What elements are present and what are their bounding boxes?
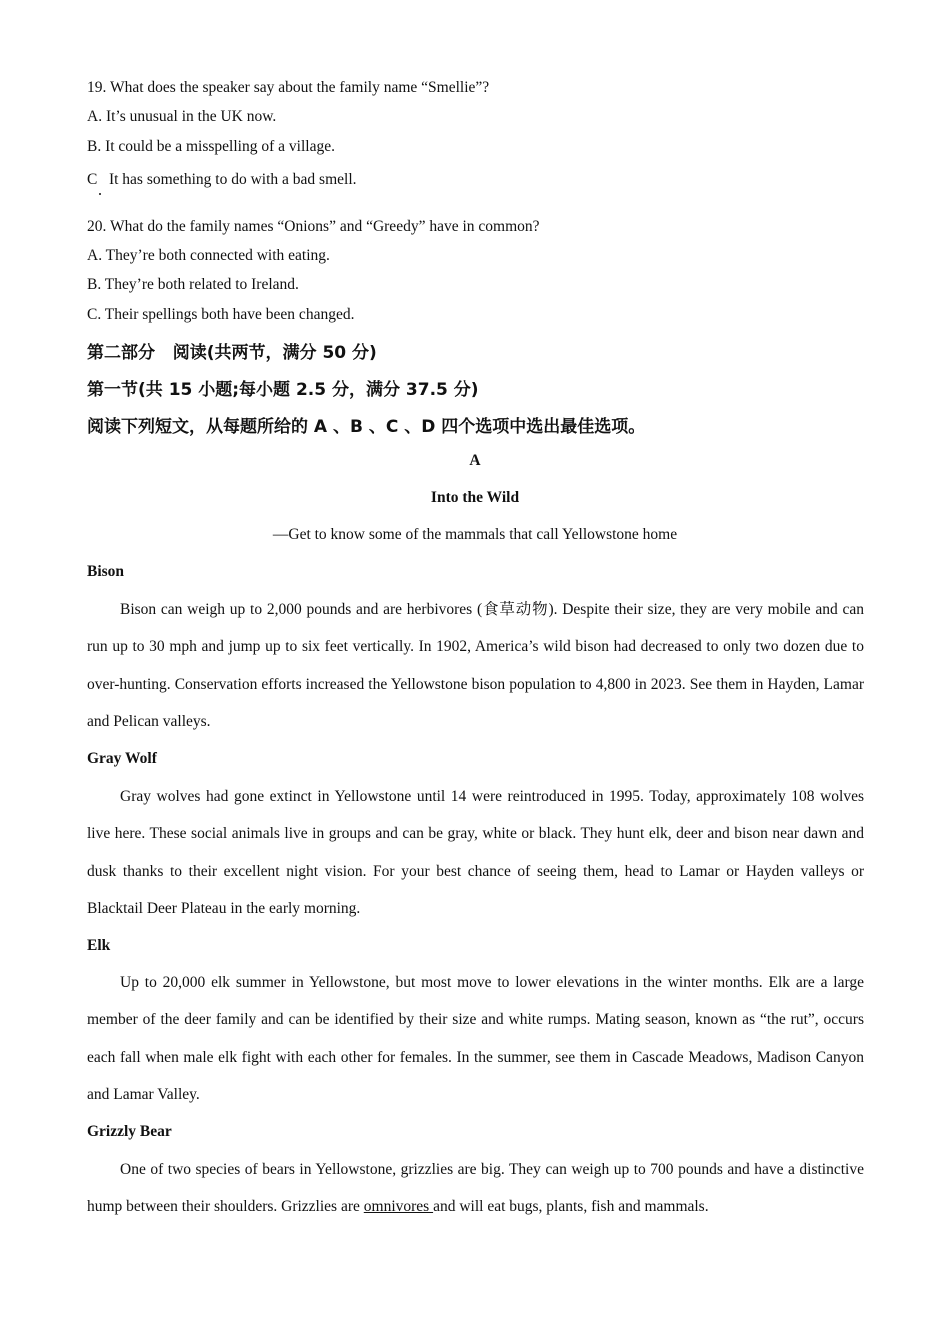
reading-instruction: 阅读下列短文，从每题所给的 A 、B 、C 、D 四个选项中选出最佳选项。 — [87, 417, 646, 437]
stray-dot — [99, 193, 101, 195]
grizzly-bear-paragraph — [87, 1151, 864, 1226]
passage-subtitle: —Get to know some of the mammals that call Yellowstone home — [272, 526, 678, 543]
question-20-option-a: A. They’re both connected with eating. — [87, 247, 330, 264]
omnivores-underlined-word: omnivores — [363, 1198, 434, 1216]
elk-paragraph: Up to 20,000 elk summer in Yellowstone, but most move to lower elevations in the winter months. Elk are a large member of the deer family and can be identified by their size and white rumps. Mating season, known as “the rut”, occurs each fall when male elk fight with each other for females. In the summer, see them in Cascade Meadows, Madison Canyon and Lamar Valley. — [87, 974, 864, 1103]
question-19-option-c: C It has something to do with a bad smell. — [87, 171, 357, 188]
question-20-option-b: B. They’re both related to Ireland. — [87, 276, 299, 293]
question-20-option-c: C. Their spellings both have been changed. — [87, 306, 355, 323]
grizzly-bear-heading: Grizzly Bear — [87, 1123, 172, 1140]
grizzly-text-before: One of two species of bears in Yellowstone, grizzlies are big. They can weigh up to 700 pounds and have a distinctive hump between their shoulders. Grizzlies are — [87, 1161, 864, 1216]
subsection-title: 第一节(共 15 小题;每小题 2.5 分，满分 37.5 分) — [87, 380, 479, 400]
elk-heading: Elk — [87, 937, 111, 954]
bison-paragraph: Bison can weigh up to 2,000 pounds and are herbivores (食草动物). Despite their size, they are very mobile and can run up to 30 mph and jump up to six feet vertically. In 1902, America’s wild bison had decreased to only two dozen due to over-hunting. Conservation efforts increased the Yellowstone bison population to 4,800 in 2023. See them in Hayden, Lamar and Pelican valleys. — [87, 601, 864, 730]
question-19-option-a: A. It’s unusual in the UK now. — [87, 108, 277, 125]
question-19-option-b: B. It could be a misspelling of a village. — [87, 138, 335, 155]
bison-heading: Bison — [87, 563, 125, 580]
question-20-stem: 20. What do the family names “Onions” and “Greedy” have in common? — [87, 218, 540, 235]
passage-title: Into the Wild — [430, 489, 520, 506]
passage-letter: A — [469, 452, 481, 469]
grizzly-text-after: and will eat bugs, plants, fish and mammals. — [433, 1198, 709, 1216]
question-19-stem: 19. What does the speaker say about the family name “Smellie”? — [87, 79, 490, 96]
gray-wolf-heading: Gray Wolf — [87, 750, 157, 767]
part-two-title: 第二部分 阅读(共两节，满分 50 分) — [87, 343, 377, 363]
gray-wolf-paragraph: Gray wolves had gone extinct in Yellowstone until 14 were reintroduced in 1995. Today, approximately 108 wolves live here. These social animals live in groups and can be gray, white or black. They hunt elk, deer and bison near dawn and dusk thanks to their excellent night vision. For your best chance of seeing them, head to Lamar or Hayden valleys or Blacktail Deer Plateau in the early morning. — [87, 788, 864, 917]
